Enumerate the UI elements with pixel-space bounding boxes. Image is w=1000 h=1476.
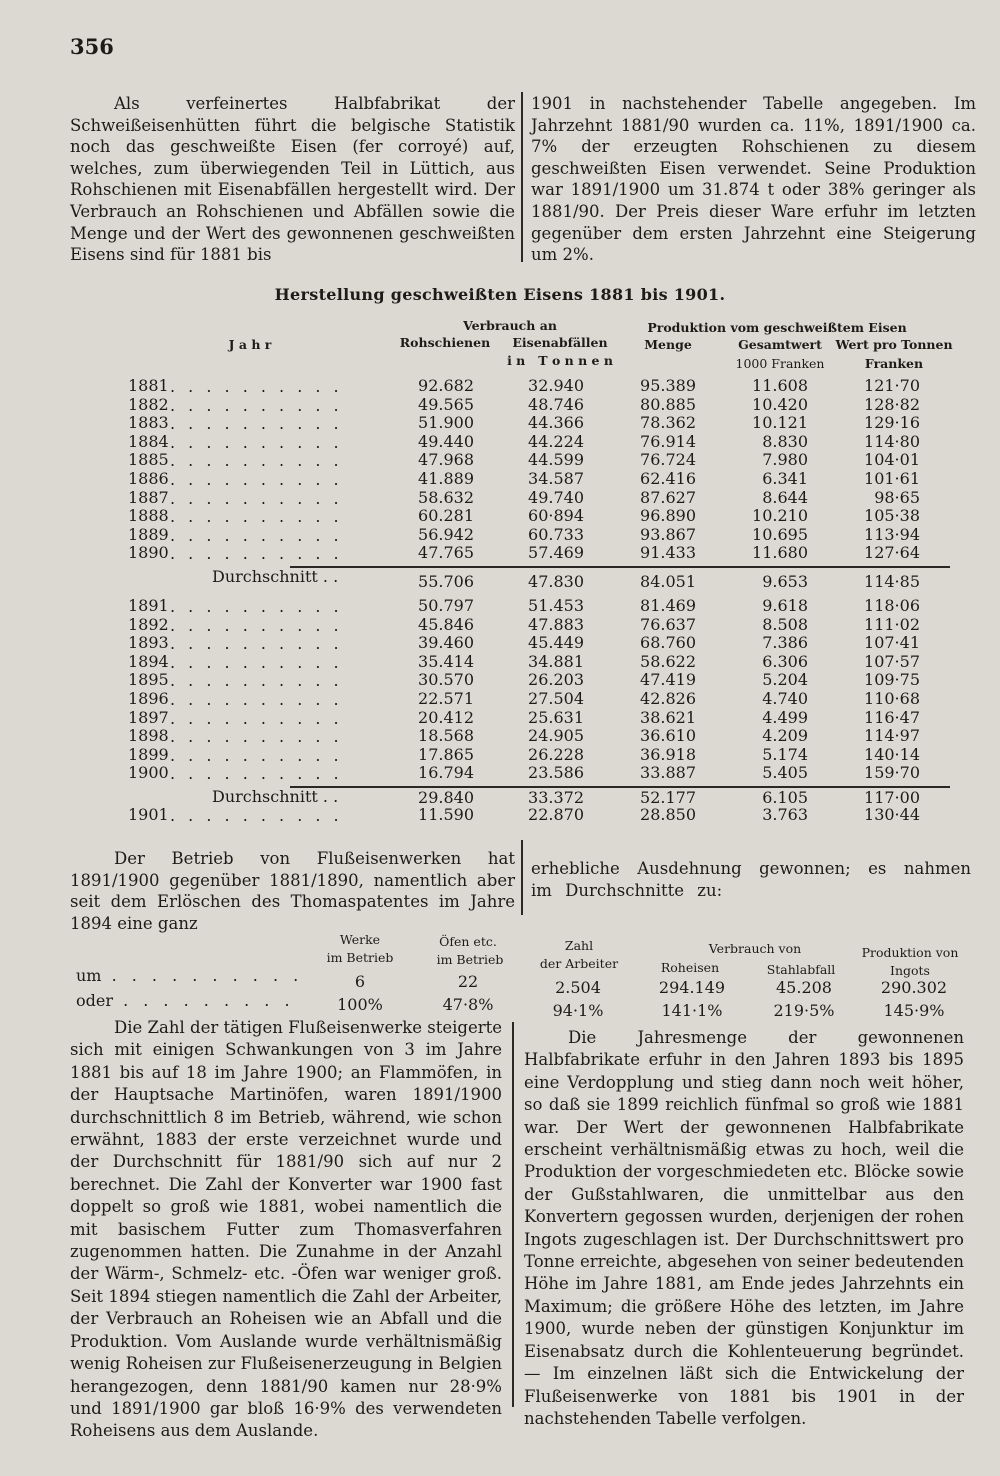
cell-eisenabfaellen-1883: 44.366	[528, 413, 584, 433]
cell-gesamtwert-1897: 4.499	[762, 707, 808, 727]
leader-dots: . . . . . . . . . .	[170, 525, 343, 545]
intro-left-text: Als verfeinertes Halbfabrikat der Schweißeisenhütten führt die belgische Statistik noch das geschweißte Eisen (fer corroyé) auf, welches, zum überwiegenden Teil in Lüttich, aus Rohschienen mit Eisenabfällen hergestellt wird. Der Verbrauch an Rohschienen und Abfällen sowie die Menge und der Wert des gewonnenen geschweißten Eisens sind für 1881 bis	[70, 94, 515, 265]
cell-gesamtwert-1900: 5.405	[762, 763, 808, 783]
t2-header-oefen2: im Betrieb	[436, 952, 504, 967]
um-ingots: 290.302	[880, 978, 948, 997]
cell-menge-1897: 38.621	[640, 707, 696, 727]
t2-header-verbrauch: Verbrauch von	[708, 941, 802, 956]
column-divider-2	[521, 840, 523, 915]
year-1898: 1898	[128, 726, 169, 746]
cell-gesamtwert-1891: 9.618	[762, 596, 808, 615]
cell-wert-1892: 111·02	[864, 614, 920, 634]
header-verbrauch: Verbrauch an	[463, 318, 557, 333]
year-1899: 1899	[128, 744, 169, 764]
cell-gesamtwert-1888: 10.210	[752, 506, 808, 526]
cell-menge-1896: 42.826	[640, 689, 696, 708]
cell-gesamtwert-1884: 8.830	[762, 431, 808, 451]
leader-dots: . . . . . . . . . .	[170, 377, 343, 396]
cell-rohschienen-1892: 45.846	[418, 614, 474, 634]
cell-rohschienen-1898: 18.568	[418, 726, 474, 746]
year-1889: 1889	[128, 524, 169, 544]
cell-rohschienen-1893: 39.460	[418, 633, 474, 653]
cell-eisenabfaellen-1900: 23.586	[528, 763, 584, 783]
header-rohschienen: Rohschienen	[399, 335, 491, 350]
cell-menge-1892: 76.637	[640, 614, 696, 634]
year-1888: 1888	[128, 506, 169, 526]
cell-eisenabfaellen-1898: 24.905	[528, 726, 584, 746]
table-title: Herstellung geschweißten Eisens 1881 bis 1901.	[274, 285, 726, 304]
intro-right-text: 1901 in nachstehender Tabelle angegeben. Im Jahrzehnt 1881/90 wurden ca. 11%, 1891/1900 ca. 7% der erzeugten Rohschienen zu diesem geschweißten Eisen verwendet. Seine Produktion war 1891/1900 um 31.874 t oder 38% geringer als 1881/90. Der Preis dieser Ware erfuhr im letzten gegenüber dem ersten Jahrzehnt eine Steigerung um 2%.	[531, 94, 976, 265]
cell-eisenabfaellen-1887: 49.740	[528, 487, 584, 507]
year-1895: 1895	[128, 670, 169, 690]
cell-wert-1889: 113·94	[864, 524, 920, 544]
cell-rohschienen-1886: 41.889	[418, 469, 474, 488]
cell-rohschienen-1889: 56.942	[418, 524, 474, 544]
cell-rohschienen-1891: 50.797	[418, 596, 474, 615]
cell-menge-1884: 76.914	[640, 431, 696, 451]
cell-wert-1884: 114·80	[864, 431, 920, 451]
avg-label-1: Durchschnitt . .	[212, 567, 339, 586]
cell-eisenabfaellen-1896: 27.504	[528, 689, 584, 708]
year-1884: 1884	[128, 431, 169, 451]
cell-gesamtwert-1892: 8.508	[762, 614, 808, 634]
cell-wert-1887: 98·65	[874, 487, 920, 507]
cell-wert-1888: 105·38	[864, 506, 920, 526]
cell-wert-1881: 121·70	[864, 376, 920, 395]
avg1-eisenabfaellen: 47.830	[528, 572, 584, 591]
oder-stahlabfall: 219·5%	[773, 1001, 835, 1020]
header-wert: Wert pro Tonnen	[835, 337, 953, 352]
cell-rohschienen-1896: 22.571	[418, 689, 474, 708]
leader-dots: . . . . . . . . . .	[170, 806, 343, 825]
cell-gesamtwert-1889: 10.695	[752, 524, 808, 544]
oder-werke: 100%	[337, 995, 383, 1014]
mid-left-text: Der Betrieb von Flußeisenwerken hat 1891/1900 gegenüber 1881/1890, namentlich aber seit dem Erlöschen des Thomaspatentes im Jahre 1894 eine ganz	[70, 849, 515, 933]
leader-dots: . . . . . . . . . .	[170, 395, 343, 415]
cell-eisenabfaellen-1889: 60.733	[528, 524, 584, 544]
cell-menge-1900: 33.887	[640, 763, 696, 783]
um-roheisen: 294.149	[658, 978, 726, 997]
mid-left-column	[70, 848, 515, 934]
header-year: J a h r	[228, 337, 272, 352]
avg2-rohschienen: 29.840	[418, 788, 474, 807]
cell-rohschienen-1901: 11.590	[418, 805, 474, 824]
leader-dots: . . . . . . . . . .	[170, 652, 343, 672]
cell-wert-1893: 107·41	[864, 633, 920, 653]
cell-gesamtwert-1885: 7.980	[762, 450, 808, 470]
cell-rohschienen-1895: 30.570	[418, 670, 474, 690]
cell-menge-1883: 78.362	[640, 413, 696, 433]
cell-wert-1883: 129·16	[864, 413, 920, 433]
leader-dots: . . . . . . . . . .	[170, 727, 343, 747]
cell-gesamtwert-1881: 11.608	[752, 376, 808, 395]
cell-eisenabfaellen-1884: 44.224	[528, 431, 584, 451]
t2-header-zahl: Zahl	[564, 938, 594, 953]
avg-rule-2	[290, 786, 950, 788]
avg2-wert: 117·00	[864, 788, 920, 807]
year-1893: 1893	[128, 633, 169, 653]
cell-wert-1890: 127·64	[864, 543, 920, 563]
oder-arbeiter: 94·1%	[552, 1001, 604, 1020]
cell-menge-1886: 62.416	[640, 469, 696, 488]
t2-header-roheisen: Roheisen	[660, 960, 720, 975]
bottom-left-text: Die Zahl der tätigen Flußeisenwerke steigerte sich mit einigen Schwankungen von 3 im Jahre 1881 bis auf 18 im Jahre 1900; an Flammöfen, in der Hauptsache Martinöfen, waren 1891/1900 durchschnittlich 8 im Betrieb, während, wie schon erwähnt, 1883 der erste verzeichnet wurde und der Durchschnitt für 1881/90 sich auf nur 2 berechnet. Die Zahl der Konverter war 1900 fast doppelt so groß wie 1881, wobei namentlich die mit basischem Futter zum Thomasverfahren zugenommen hatten. Die Zunahme in der Anzahl der Wärm-, Schmelz- etc. -Öfen war weniger groß. Seit 1894 stiegen namentlich die Zahl der Arbeiter, der Verbrauch an Roheisen wie an Abfall und die Produktion. Vom Auslande wurde verhältnismäßig wenig Roheisen zur Flußeisenerzeugung in Belgien herangezogen, denn 1881/90 kamen nur 28·9% und 1891/1900 gar bloß 16·9% des verwendeten Roheisens aus dem Auslande.	[70, 1018, 502, 1441]
cell-wert-1882: 128·82	[864, 394, 920, 414]
cell-menge-1895: 47.419	[640, 670, 696, 690]
cell-wert-1895: 109·75	[864, 670, 920, 690]
cell-eisenabfaellen-1885: 44.599	[528, 450, 584, 470]
mid-right-column	[531, 858, 971, 901]
cell-wert-1901: 130·44	[864, 805, 920, 824]
cell-eisenabfaellen-1899: 26.228	[528, 744, 584, 764]
cell-gesamtwert-1898: 4.209	[762, 726, 808, 746]
year-1896: 1896	[128, 689, 169, 708]
cell-wert-1891: 118·06	[864, 596, 920, 615]
avg1-menge: 84.051	[640, 572, 696, 591]
cell-menge-1890: 91.433	[640, 543, 696, 563]
year-1887: 1887	[128, 487, 169, 507]
leader-dots: . . . . . . . . . .	[170, 708, 343, 728]
header-gesamtwert: Gesamtwert	[738, 337, 822, 352]
year-1890: 1890	[128, 543, 169, 563]
cell-eisenabfaellen-1890: 57.469	[528, 543, 584, 563]
bottom-right-column	[524, 1027, 964, 1430]
year-1900: 1900	[128, 763, 169, 783]
year-1891: 1891	[128, 596, 169, 615]
t2-header-werke: Werke	[339, 932, 381, 947]
cell-eisenabfaellen-1901: 22.870	[528, 805, 584, 824]
oder-oefen: 47·8%	[442, 995, 494, 1014]
leader-dots: . . . . . . . . . .	[170, 745, 343, 765]
cell-rohschienen-1890: 47.765	[418, 543, 474, 563]
cell-gesamtwert-1887: 8.644	[762, 487, 808, 507]
cell-rohschienen-1894: 35.414	[418, 651, 474, 671]
leader-dots: . . . . . . . . . .	[170, 544, 343, 564]
cell-eisenabfaellen-1895: 26.203	[528, 670, 584, 690]
cell-rohschienen-1899: 17.865	[418, 744, 474, 764]
avg2-eisenabfaellen: 33.372	[528, 788, 584, 807]
cell-menge-1888: 96.890	[640, 506, 696, 526]
year-1897: 1897	[128, 707, 169, 727]
cell-rohschienen-1888: 60.281	[418, 506, 474, 526]
cell-rohschienen-1897: 20.412	[418, 707, 474, 727]
cell-gesamtwert-1895: 5.204	[762, 670, 808, 690]
avg1-gesamtwert: 9.653	[762, 572, 808, 591]
t2-row-oder-label: oder . . . . . . . . .	[76, 991, 295, 1010]
column-divider	[521, 92, 523, 262]
cell-rohschienen-1882: 49.565	[418, 394, 474, 414]
leader-dots: . . . . . . . . . .	[170, 690, 343, 709]
header-in-tonnen: i n T o n n e n	[507, 353, 613, 368]
mid-right-text: erhebliche Ausdehnung gewonnen; es nahmen im Durchschnitte zu:	[531, 859, 971, 900]
cell-wert-1899: 140·14	[864, 744, 920, 764]
cell-menge-1893: 68.760	[640, 633, 696, 653]
cell-eisenabfaellen-1894: 34.881	[528, 651, 584, 671]
cell-eisenabfaellen-1886: 34.587	[528, 469, 584, 488]
intro-right-column	[531, 93, 976, 266]
cell-wert-1885: 104·01	[864, 450, 920, 470]
year-1901: 1901	[128, 805, 169, 824]
avg2-gesamtwert: 6.105	[762, 788, 808, 807]
cell-gesamtwert-1882: 10.420	[752, 394, 808, 414]
header-produktion: Produktion vom geschweißtem Eisen	[647, 320, 907, 335]
t2-header-zahl2: der Arbeiter	[539, 956, 619, 971]
cell-menge-1898: 36.610	[640, 726, 696, 746]
year-1892: 1892	[128, 614, 169, 634]
bottom-right-text: Die Jahresmenge der gewonnenen Halbfabrikate erfuhr in den Jahren 1893 bis 1895 eine Verdopplung und stieg dann noch weit höher, so daß sie 1899 reichlich fünfmal so groß wie 1881 war. Der Wert der gewonnenen Halbfabrikate erscheint verhältnismäßig etwas zu hoch, weil die Produktion der vorgeschmiedeten etc. Blöcke sowie der Gußstahlwaren, die unmittelbar aus den Konvertern gegossen wurden, derjenigen der rohen Ingots zugeschlagen ist. Der Durchschnittswert pro Tonne erreichte, abgesehen von seiner bedeutenden Höhe im Jahre 1881, am Ende jedes Jahrzehnts ein Maximum; die größere Höhe des letzten, im Jahre 1900, wurde neben der günstigen Konjunktur im Eisenabsatz durch die Kohlenteuerung begründet. — Im einzelnen läßt sich die Entwickelung der Flußeisenwerke von 1881 bis 1901 in der nachstehenden Tabelle verfolgen.	[524, 1028, 964, 1428]
t2-header-stahlabfall: Stahlabfall	[766, 962, 836, 977]
year-1894: 1894	[128, 651, 169, 671]
leader-dots: . . . . . . . . . .	[170, 414, 343, 434]
year-1883: 1883	[128, 413, 169, 433]
cell-menge-1889: 93.867	[640, 524, 696, 544]
intro-left-column	[70, 93, 515, 266]
cell-eisenabfaellen-1893: 45.449	[528, 633, 584, 653]
cell-rohschienen-1885: 47.968	[418, 450, 474, 470]
header-gesamtwert-unit: 1000 Franken	[735, 356, 825, 371]
cell-rohschienen-1884: 49.440	[418, 431, 474, 451]
cell-rohschienen-1883: 51.900	[418, 413, 474, 433]
cell-menge-1901: 28.850	[640, 805, 696, 824]
t2-header-produktion: Produktion von	[861, 945, 959, 960]
leader-dots: . . . . . . . . . .	[170, 432, 343, 452]
cell-gesamtwert-1894: 6.306	[762, 651, 808, 671]
oder-ingots: 145·9%	[883, 1001, 945, 1020]
cell-eisenabfaellen-1897: 25.631	[528, 707, 584, 727]
cell-gesamtwert-1890: 11.680	[752, 543, 808, 563]
leader-dots: . . . . . . . . . .	[170, 634, 343, 654]
cell-wert-1894: 107·57	[864, 651, 920, 671]
cell-eisenabfaellen-1882: 48.746	[528, 394, 584, 414]
column-divider-3	[512, 1022, 514, 1407]
header-wert-unit: Franken	[864, 356, 924, 371]
leader-dots: . . . . . . . . . .	[170, 488, 343, 508]
leader-dots: . . . . . . . . . .	[170, 507, 343, 527]
leader-dots: . . . . . . . . . .	[170, 671, 343, 691]
cell-gesamtwert-1899: 5.174	[762, 744, 808, 764]
cell-rohschienen-1887: 58.632	[418, 487, 474, 507]
leader-dots: . . . . . . . . . .	[170, 597, 343, 616]
cell-menge-1881: 95.389	[640, 376, 696, 395]
cell-rohschienen-1881: 92.682	[418, 376, 474, 395]
cell-menge-1882: 80.885	[640, 394, 696, 414]
page-number: 356	[70, 34, 114, 59]
cell-menge-1891: 81.469	[640, 596, 696, 615]
um-werke: 6	[354, 972, 366, 991]
cell-wert-1896: 110·68	[864, 689, 920, 708]
header-menge: Menge	[644, 337, 692, 352]
avg-label-2: Durchschnitt . .	[212, 787, 339, 806]
t2-row-um-label: um . . . . . . . . . .	[76, 966, 304, 985]
year-1882: 1882	[128, 394, 169, 414]
year-1886: 1886	[128, 469, 169, 488]
cell-gesamtwert-1896: 4.740	[762, 689, 808, 708]
cell-gesamtwert-1886: 6.341	[762, 469, 808, 488]
um-oefen: 22	[457, 972, 479, 991]
avg-rule-1	[290, 566, 950, 568]
bottom-left-column	[70, 1017, 502, 1443]
t2-header-oefen: Öfen etc.	[439, 934, 497, 949]
cell-gesamtwert-1893: 7.386	[762, 633, 808, 653]
cell-gesamtwert-1901: 3.763	[762, 805, 808, 824]
header-eisenabfaellen: Eisenabfällen	[512, 335, 608, 350]
leader-dots: . . . . . . . . . .	[170, 451, 343, 471]
cell-wert-1900: 159·70	[864, 763, 920, 783]
t2-header-werke2: im Betrieb	[326, 950, 394, 965]
cell-menge-1885: 76.724	[640, 450, 696, 470]
um-arbeiter: 2.504	[555, 978, 601, 997]
cell-wert-1897: 116·47	[864, 707, 920, 727]
leader-dots: . . . . . . . . . .	[170, 615, 343, 635]
year-1881: 1881	[128, 376, 169, 395]
cell-eisenabfaellen-1892: 47.883	[528, 614, 584, 634]
cell-wert-1898: 114·97	[864, 726, 920, 746]
avg2-menge: 52.177	[640, 788, 696, 807]
cell-menge-1887: 87.627	[640, 487, 696, 507]
avg1-rohschienen: 55.706	[418, 572, 474, 591]
cell-wert-1886: 101·61	[864, 469, 920, 488]
cell-menge-1894: 58.622	[640, 651, 696, 671]
um-stahlabfall: 45.208	[776, 978, 832, 997]
cell-menge-1899: 36.918	[640, 744, 696, 764]
year-1885: 1885	[128, 450, 169, 470]
avg1-wert: 114·85	[864, 572, 920, 591]
cell-gesamtwert-1883: 10.121	[752, 413, 808, 433]
leader-dots: . . . . . . . . . .	[170, 470, 343, 489]
cell-eisenabfaellen-1881: 32.940	[528, 376, 584, 395]
cell-eisenabfaellen-1888: 60·894	[528, 506, 584, 526]
leader-dots: . . . . . . . . . .	[170, 764, 343, 784]
oder-roheisen: 141·1%	[661, 1001, 723, 1020]
t2-header-ingots: Ingots	[890, 963, 930, 978]
cell-eisenabfaellen-1891: 51.453	[528, 596, 584, 615]
cell-rohschienen-1900: 16.794	[418, 763, 474, 783]
